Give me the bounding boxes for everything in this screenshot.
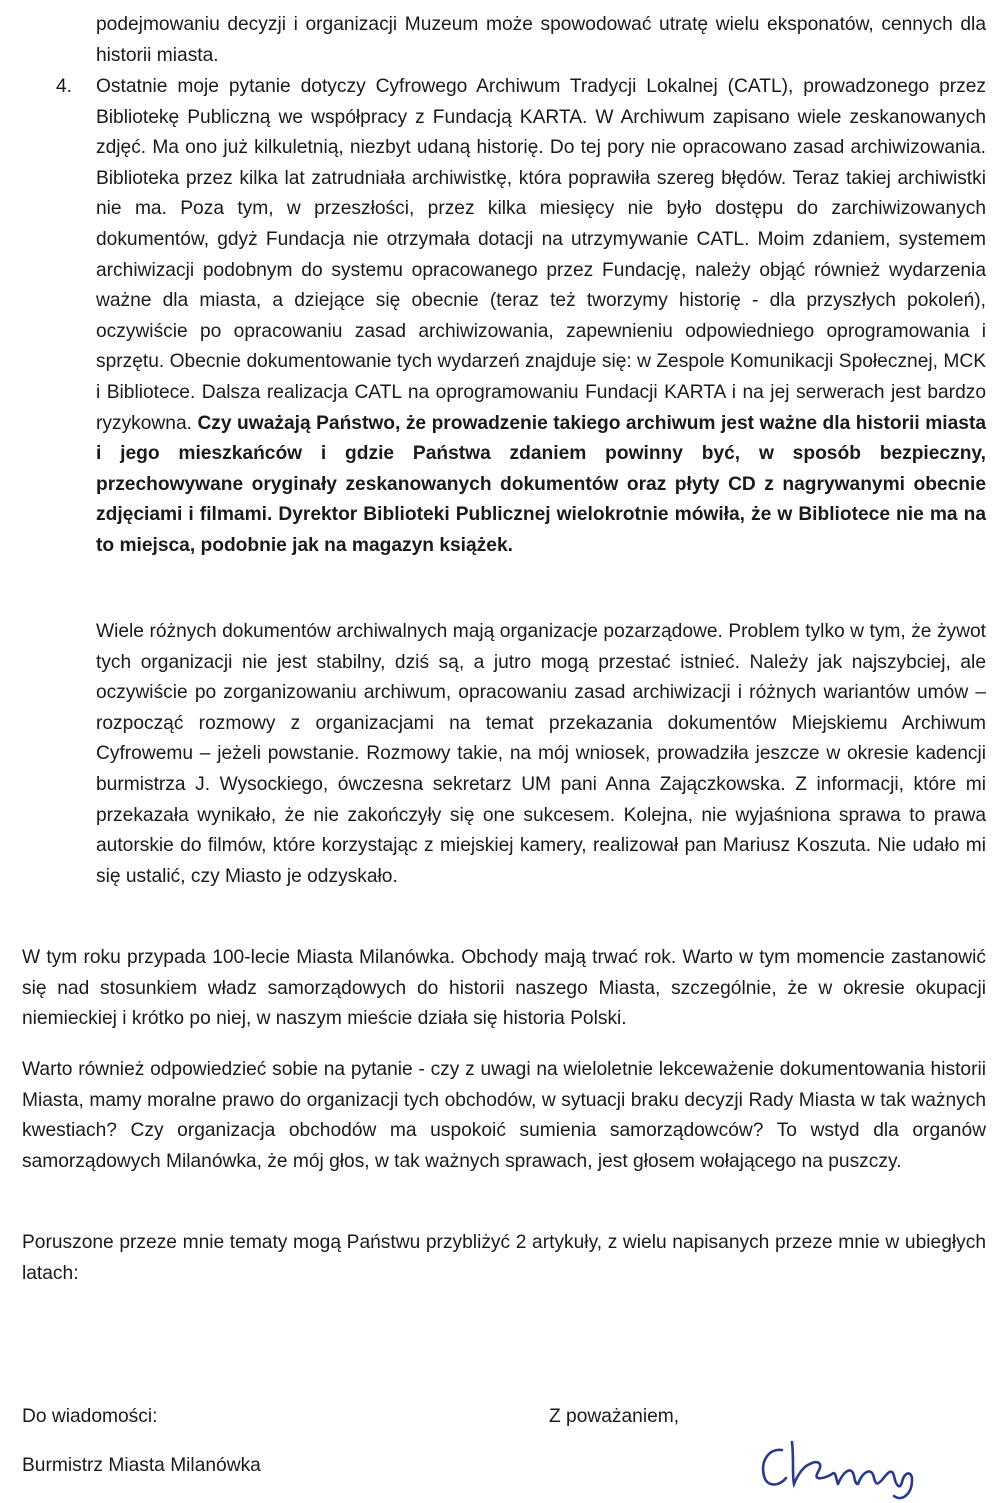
cc-label: Do wiadomości: <box>22 1406 158 1427</box>
paragraph-anniversary: W tym roku przypada 100-lecie Miasta Milanówka. Obchody mają trwać rok. Warto w tym momencie zastanowić się nad stosunkiem władz samorządowych do historii naszego Miasta, szczególnie, że w okresie okupacji niemieckiej i krótko po niej, w naszym mieście działa się historia Polski. <box>22 947 986 1030</box>
closing-salutation: Z poważaniem, <box>549 1406 680 1427</box>
list-item-4 <box>96 72 986 562</box>
list-item-number: 4. <box>56 76 73 97</box>
item4-text: Ostatnie moje pytanie dotyczy Cyfrowego Archiwum Tradycji Lokalnej (CATL), prowadzonego przez Bibliotekę Publiczną we współpracy z Fundacją KARTA. W Archiwum zapisano wiele zeskanowanych zdjęć. Ma ono już kilkuletnią, niezbyt udaną historię. Do tej pory nie opracowano zasad archiwizowania. Biblioteka przez kilka lat zatrudniała archiwistkę, która poprawiła szereg błędów. Teraz takiej archiwistki nie ma. Poza tym, w przeszłości, przez kilka miesięcy nie było dostępu do zarchiwizowanych dokumentów, gdyż Fundacja nie otrzymała dotacji na utrzymywanie CATL. Moim zdaniem, systemem archiwizacji podobnym do systemu opracowanego przez Fundację, należy objąć również wydarzenia ważne dla miasta, a dziejące się obecnie (teraz też tworzymy historię - dla przyszłych pokoleń), oczywiście po opracowaniu zasad archiwizowania, zapewnieniu odpowiedniego oprogramowania i sprzętu. Obecnie dokumentowanie tych wydarzeń znajduje się: w Zespole Komunikacji Społecznej, MCK i Bibliotece. Dalsza realizacja CATL na oprogramowaniu Fundacji KARTA i na jej serwerach jest bardzo ryzykowna. <box>96 76 986 434</box>
item4-bold-question: Czy uważają Państwo, że prowadzenie takiego archiwum jest ważne dla historii miasta i jego mieszkańców i gdzie Państwa zdaniem powinny być, w sposób bezpieczny, przechowywane oryginały zeskanowanych dokumentów oraz płyty CD z nagrywanymi obecnie zdjęciami i filmami. Dyrektor Biblioteki Publicznej wielokrotnie mówiła, że w Bibliotece nie ma na to miejsca, podobnie jak na magazyn książek. <box>96 412 986 556</box>
handwritten-signature <box>752 1420 942 1500</box>
paragraph-question: Warto również odpowiedzieć sobie na pytanie - czy z uwagi na wieloletnie lekceważenie dokumentowania historii Miasta, mamy moralne prawo do organizacji tych obchodów, w sytuacji braku decyzji Rady Miasta w tak ważnych kwestiach? Czy organizacja obchodów ma uspokoić sumienia samorządowców? To wstyd dla organów samorządowych Milanówka, że mój głos, w tak ważnych sprawach, jest głosem wołającego na puszczy. <box>22 1059 986 1172</box>
cc-recipient: Burmistrz Miasta Milanówka <box>22 1455 261 1476</box>
paragraph-articles: Poruszone przeze mnie tematy mogą Państwu przybliżyć 2 artykuły, z wielu napisanych przeze mnie w ubiegłych latach: <box>22 1232 986 1284</box>
list-item-4-paragraph-2: Wiele różnych dokumentów archiwalnych mają organizacje pozarządowe. Problem tylko w tym, że żywot tych organizacji nie jest stabilny, dziś są, a jutro mogą przestać istnieć. Należy jak najszybciej, ale oczywiście po zorganizowaniu archiwum, opracowaniu zasad archiwizacji i różnych wariantów umów – rozpocząć rozmowy z organizacjami na temat przekazania dokumentów Miejskiemu Archiwum Cyfrowemu – jeżeli powstanie. Rozmowy takie, na mój wniosek, prowadziła jeszcze w okresie kadencji burmistrza J. Wysockiego, ówczesna sekretarz UM pani Anna Zajączkowska. Z informacji, które mi przekazała wynikało, że nie zakończyły się one sukcesem. Kolejna, nie wyjaśniona sprawa to prawa autorskie do filmów, które korzystając z miejskiej kamery, realizował pan Mariusz Koszuta. Nie udało mi się ustalić, czy Miasto je odzyskało. <box>96 621 986 887</box>
continued-paragraph: podejmowaniu decyzji i organizacji Muzeum może spowodować utratę wielu eksponatów, cennych dla historii miasta. <box>96 14 986 66</box>
